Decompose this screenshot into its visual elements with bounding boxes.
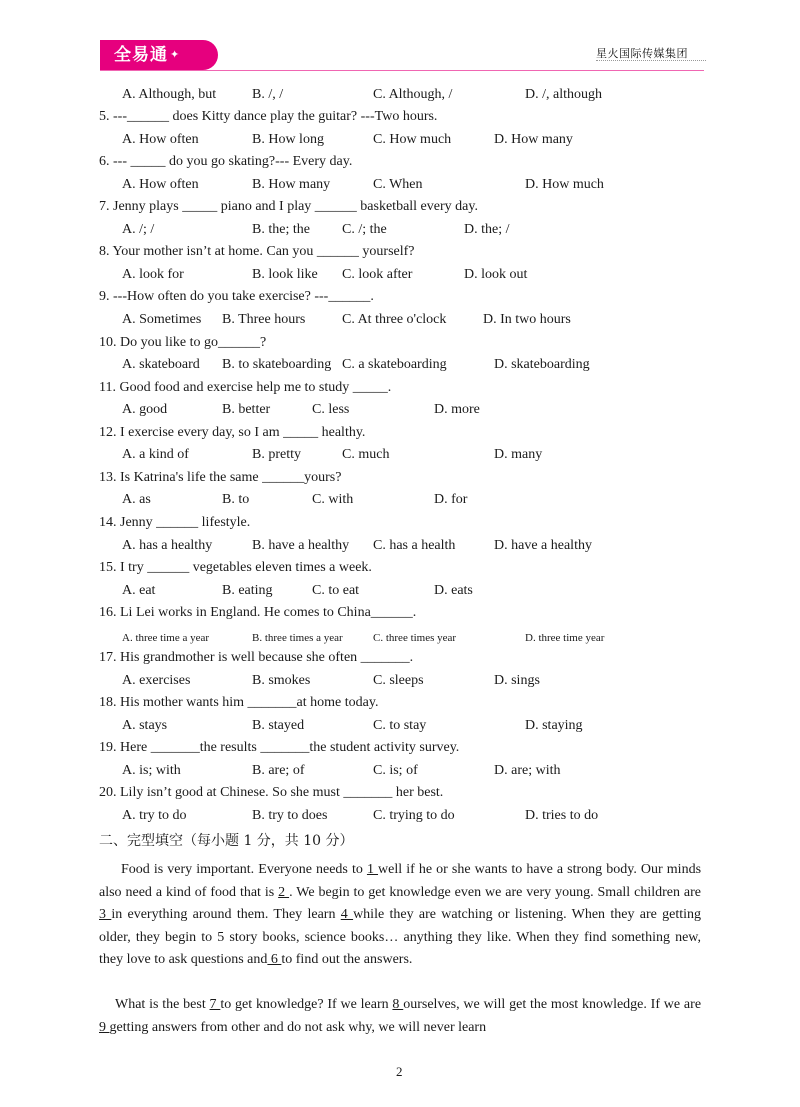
option-c: C. to eat [312,583,360,598]
option-b: B. to skateboarding [222,357,332,372]
option-b: B. eating [222,583,273,598]
option-d: D. staying [525,718,583,733]
question-stem: 20. Lily isn’t good at Chinese. So she must _______ her best. [99,785,444,800]
option-d: D. eats [434,583,473,598]
option-a: A. a kind of [122,447,189,462]
option-d: D. skateboarding [494,357,590,372]
option-a: A. good [122,402,168,417]
option-c: C. a skateboarding [342,357,447,372]
option-a: A. stays [122,718,168,733]
cloze-text: What is the best [115,997,210,1012]
option-a: A. /; / [122,222,155,237]
question-stem: 11. Good food and exercise help me to study _____. [99,380,392,395]
option-d: D. sings [494,673,540,688]
cloze-paragraph-1 [99,859,701,972]
option-a: A. Although, but [122,87,217,102]
cloze-text: in everything around them. They learn [111,907,341,922]
question-stem: 17. His grandmother is well because she often _______. [99,650,414,665]
option-c: C. sleeps [373,673,424,688]
question-stem: 12. I exercise every day, so I am _____ healthy. [99,425,366,440]
option-b: B. better [222,402,271,417]
option-c: C. Although, / [373,87,453,102]
option-a: A. Sometimes [122,312,202,327]
question-stem: 13. Is Katrina's life the same ______yours? [99,470,342,485]
option-a: A. look for [122,267,184,282]
question-stem: 6. --- _____ do you go skating?--- Every day. [99,154,353,169]
option-a: A. as [122,492,151,507]
question-stem: 10. Do you like to go______? [99,335,267,350]
option-b: B. stayed [252,718,305,733]
option-d: D. How many [494,132,573,147]
option-c: C. trying to do [373,808,455,823]
publisher-name: 星火国际传媒集团 [596,47,688,60]
option-d: D. look out [464,267,528,282]
question-stem: 15. I try ______ vegetables eleven times a week. [99,560,372,575]
option-b: B. /, / [252,87,284,102]
option-a: A. is; with [122,763,181,778]
option-b: B. the; the [252,222,310,237]
option-a: A. has a healthy [122,538,213,553]
publisher-subline [596,60,706,65]
option-d: D. /, although [525,87,602,102]
question-stem: 14. Jenny ______ lifestyle. [99,515,251,530]
option-c: C. has a health [373,538,456,553]
option-d: D. three time year [525,632,605,644]
option-d: D. are; with [494,763,561,778]
cloze-blank-2: 2 [278,884,290,900]
option-c: C. At three o'clock [342,312,447,327]
option-a: A. three time a year [122,632,210,644]
question-stem: 8. Your mother isn’t at home. Can you ______ yourself? [99,244,415,259]
option-d: D. tries to do [525,808,599,823]
option-c: C. with [312,492,354,507]
option-b: B. to [222,492,250,507]
option-a: A. skateboard [122,357,200,372]
option-b: B. Three hours [222,312,306,327]
option-d: D. have a healthy [494,538,592,553]
option-d: D. for [434,492,468,507]
option-b: B. are; of [252,763,305,778]
option-c: C. less [312,402,350,417]
star-icon: ✦ [170,48,181,61]
section-title: 二、完型填空（每小题 1 分，共 10 分） [99,833,354,849]
cloze-blank-3: 3 [99,907,112,922]
page-header [0,0,800,80]
option-d: D. many [494,447,543,462]
option-c: C. three times year [373,632,457,644]
question-stem: 7. Jenny plays _____ piano and I play ______ basketball every day. [99,199,478,214]
option-c: C. is; of [373,763,418,778]
cloze-text: Food is very important. Everyone needs to [121,862,367,877]
option-a: A. How often [122,177,199,192]
option-a: A. exercises [122,673,191,688]
option-b: B. How long [252,132,324,147]
option-b: B. pretty [252,447,301,462]
cloze-blank-8: 8 [392,997,404,1012]
brand-logo [100,40,218,70]
option-b: B. try to does [252,808,328,823]
option-b: B. How many [252,177,331,192]
cloze-blank-7: 7 [209,997,221,1012]
cloze-text: ourselves, we will get the most knowledge. If we are [403,997,702,1012]
option-a: A. How often [122,132,199,147]
option-d: D. the; / [464,222,510,237]
logo-text: 全易通 [114,45,168,65]
option-c: C. much [342,447,390,462]
option-d: D. In two hours [483,312,571,327]
cloze-text: . We begin to get knowledge even we are very young. Small children are [289,884,701,900]
cloze-text: while they are watching or listening. When they are getting older, they begin to 5 story books, science books… anything they like. When they find something new, they love to ask questions and [99,907,702,967]
option-c: C. When [373,177,423,192]
option-c: C. /; the [342,222,387,237]
cloze-paragraph-2 [99,994,701,1039]
question-stem: 5. ---______ does Kitty dance play the guitar? ---Two hours. [99,109,438,124]
question-stem: 19. Here _______the results _______the student activity survey. [99,740,460,755]
option-a: A. eat [122,583,156,598]
option-b: B. have a healthy [252,538,350,553]
cloze-text: well if he or she wants to have a strong body. Our minds also need a kind of food that is [99,862,702,900]
cloze-blank-4: 4 [340,907,354,922]
cloze-blank-9: 9 [99,1019,110,1035]
question-stem: 16. Li Lei works in England. He comes to China______. [99,605,417,620]
cloze-text: to get knowledge? If we learn [220,997,393,1012]
option-d: D. How much [525,177,604,192]
option-a: A. try to do [122,808,187,823]
cloze-text: getting answers from other and do not ask why, we will never learn [109,1019,487,1035]
option-b: B. smokes [252,673,311,688]
cloze-blank-6: 6 [267,952,282,967]
option-b: B. three times a year [252,632,343,644]
option-c: C. to stay [373,718,427,733]
question-stem: 9. ---How often do you take exercise? ---______. [99,289,374,304]
cloze-text: to find out the answers. [281,952,413,967]
option-d: D. more [434,402,480,417]
option-c: C. How much [373,132,452,147]
header-divider [100,70,704,71]
option-c: C. look after [342,267,413,282]
cloze-blank-1: 1 [366,862,379,877]
page-number: 2 [396,1064,403,1079]
question-stem: 18. His mother wants him _______at home today. [99,695,379,710]
option-b: B. look like [252,267,318,282]
